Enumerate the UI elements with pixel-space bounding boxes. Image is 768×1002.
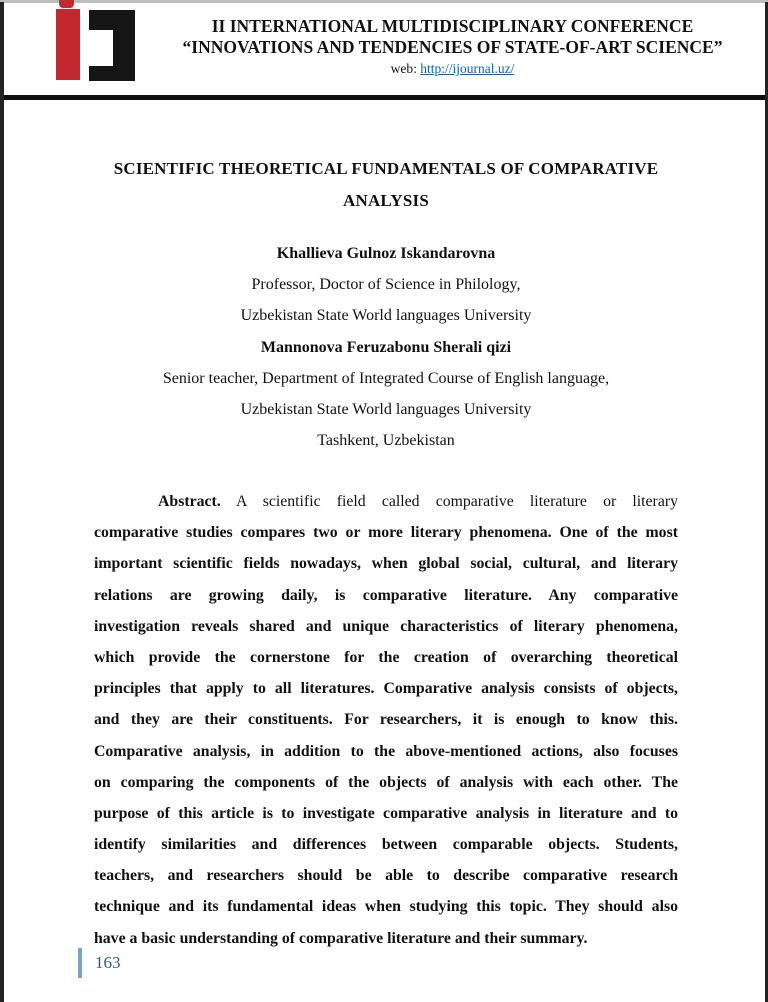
abstract-line: important scientific fields nowadays, when global social, cultural, and literary xyxy=(94,555,678,573)
journal-url-link[interactable]: http://ijournal.uz/ xyxy=(420,61,515,76)
abstract-line: relations are growing daily, is comparative literature. Any comparative xyxy=(94,586,678,604)
author-line: Mannonova Feruzabonu Sherali qizi xyxy=(260,338,512,356)
abstract-line: have a basic understanding of comparative literature and their summary. xyxy=(94,929,588,947)
author-block xyxy=(94,238,678,456)
abstract-block xyxy=(94,486,678,954)
article-title-line1: SCIENTIFIC THEORETICAL FUNDAMENTALS OF COMPARATIVE xyxy=(113,159,659,179)
abstract-line: purpose of this article is to investigate comparative analysis in literature and to xyxy=(94,804,678,822)
author-line: Senior teacher, Department of Integrated Course of English language, xyxy=(162,369,610,387)
logo-i-bar-icon xyxy=(56,9,80,80)
author-line: Khallieva Gulnoz Iskandarovna xyxy=(276,245,496,262)
web-line xyxy=(150,61,755,77)
header-divider-rule xyxy=(0,95,768,100)
abstract-line: investigation reveals shared and unique characteristics of literary phenomena, xyxy=(94,617,678,635)
abstract-line: Comparative analysis, in addition to the above-mentioned actions, also focuses xyxy=(94,742,678,760)
journal-logo xyxy=(4,3,150,95)
conference-title-block xyxy=(150,3,765,95)
page-number-block xyxy=(78,947,121,978)
abstract-line: teachers, and researchers should be able to describe comparative research xyxy=(94,867,678,885)
abstract-first-line xyxy=(94,486,678,517)
article-title xyxy=(94,153,678,216)
page-number-bar xyxy=(78,948,82,978)
page-left-border xyxy=(0,2,4,1002)
page-number: 163 xyxy=(95,952,121,972)
abstract-line: comparative studies compares two or more literary phenomena. One of the most xyxy=(94,524,678,542)
web-label: web: xyxy=(390,61,417,76)
abstract-label: Abstract. xyxy=(158,493,221,510)
author-line: Tashkent, Uzbekistan xyxy=(317,432,455,450)
author-line: Uzbekistan State World languages University xyxy=(240,307,532,325)
abstract-line: technique and its fundamental ideas when studying this topic. They should also xyxy=(94,898,678,916)
author-line: Uzbekistan State World languages University xyxy=(240,401,532,419)
abstract-line: identify similarities and differences between comparable objects. Students, xyxy=(94,836,678,854)
abstract-first-line-text: A scientific field called comparative literature or literary xyxy=(236,493,678,510)
abstract-line: principles that apply to all literatures. Comparative analysis consists of objects, xyxy=(94,680,678,698)
conference-title-line2: “INNOVATIONS AND TENDENCIES OF STATE-OF-ART SCIENCE” xyxy=(182,37,723,57)
journal-header xyxy=(4,3,765,95)
author-line: Professor, Doctor of Science in Philology, xyxy=(251,276,521,294)
logo-j-icon xyxy=(89,10,135,81)
abstract-line: which provide the cornerstone for the creation of overarching theoretical xyxy=(94,648,678,666)
article-title-line2: ANALYSIS xyxy=(342,190,429,210)
conference-title-line1: II INTERNATIONAL MULTIDISCIPLINARY CONFERENCE xyxy=(211,16,694,36)
abstract-lines xyxy=(94,517,678,954)
abstract-line: and they are their constituents. For researchers, it is enough to know this. xyxy=(94,711,678,729)
abstract-line: on comparing the components of the objects of analysis with each other. The xyxy=(94,773,678,791)
top-edge-line xyxy=(0,0,768,3)
logo-i-dot-icon xyxy=(59,0,74,8)
